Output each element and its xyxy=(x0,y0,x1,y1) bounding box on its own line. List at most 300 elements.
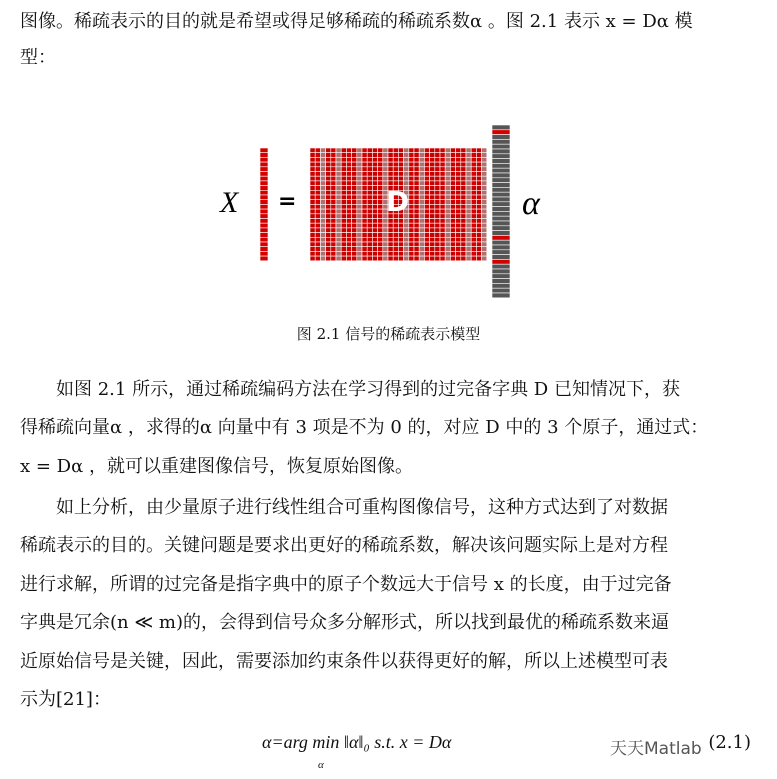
d-cell xyxy=(466,200,471,205)
d-cell xyxy=(409,256,414,261)
d-cell xyxy=(346,195,351,200)
d-cell xyxy=(461,228,466,233)
d-cell xyxy=(450,228,455,233)
d-cell xyxy=(336,167,341,172)
d-cell xyxy=(456,209,461,214)
d-cell xyxy=(336,256,341,261)
alpha-cell xyxy=(492,293,510,298)
d-cell xyxy=(398,172,403,177)
d-cell xyxy=(372,172,377,177)
alpha-cell xyxy=(492,211,510,216)
d-cell xyxy=(471,219,476,224)
d-cell xyxy=(476,228,481,233)
d-cell xyxy=(456,228,461,233)
d-cell xyxy=(450,237,455,242)
d-cell xyxy=(482,223,487,228)
d-cell xyxy=(419,256,424,261)
d-cell xyxy=(346,148,351,153)
d-cell xyxy=(393,172,398,177)
d-cell xyxy=(440,256,445,261)
d-cell xyxy=(435,256,440,261)
d-cell xyxy=(336,219,341,224)
d-cell xyxy=(398,233,403,238)
d-cell xyxy=(456,195,461,200)
d-cell xyxy=(341,200,346,205)
d-cell xyxy=(435,195,440,200)
x-cell xyxy=(260,214,268,219)
d-cell xyxy=(341,190,346,195)
d-cell xyxy=(414,209,419,214)
d-cell xyxy=(331,190,336,195)
x-cell xyxy=(260,157,268,162)
d-cell xyxy=(456,190,461,195)
d-cell xyxy=(367,233,372,238)
d-cell xyxy=(331,157,336,162)
d-cell xyxy=(398,157,403,162)
d-cell xyxy=(476,148,481,153)
d-cell xyxy=(346,233,351,238)
d-cell xyxy=(471,148,476,153)
d-cell xyxy=(378,204,383,209)
d-cell xyxy=(352,233,357,238)
d-cell xyxy=(372,190,377,195)
d-cell xyxy=(476,247,481,252)
d-cell xyxy=(435,223,440,228)
d-cell xyxy=(362,237,367,242)
d-cell xyxy=(419,186,424,191)
d-cell xyxy=(424,228,429,233)
d-cell xyxy=(367,162,372,167)
d-cell xyxy=(341,214,346,219)
alpha-cell xyxy=(492,130,510,135)
d-cell xyxy=(456,162,461,167)
d-cell xyxy=(424,223,429,228)
d-cell xyxy=(482,247,487,252)
d-cell xyxy=(331,237,336,242)
d-cell xyxy=(471,176,476,181)
d-cell xyxy=(367,176,372,181)
d-cell xyxy=(456,214,461,219)
d-cell xyxy=(414,153,419,158)
d-cell xyxy=(461,251,466,256)
d-cell xyxy=(466,172,471,177)
d-cell xyxy=(326,214,331,219)
d-cell xyxy=(357,247,362,252)
d-cell xyxy=(435,233,440,238)
d-cell xyxy=(404,242,409,247)
d-cell xyxy=(341,237,346,242)
d-cell xyxy=(466,247,471,252)
d-cell xyxy=(310,186,315,191)
text-line: 字典是冗余(n ≪ m)的，会得到信号众多分解形式，所以找到最优的稀疏系数来逼 xyxy=(20,612,669,633)
d-cell xyxy=(367,214,372,219)
d-cell xyxy=(326,176,331,181)
d-cell xyxy=(456,176,461,181)
d-cell xyxy=(357,176,362,181)
d-cell xyxy=(482,228,487,233)
d-cell xyxy=(445,190,450,195)
d-cell xyxy=(398,247,403,252)
d-cell xyxy=(440,176,445,181)
d-cell xyxy=(320,186,325,191)
d-cell xyxy=(450,181,455,186)
alpha-cell xyxy=(492,226,510,231)
d-cell xyxy=(388,219,393,224)
d-cell xyxy=(419,237,424,242)
d-cell xyxy=(430,214,435,219)
d-cell xyxy=(430,181,435,186)
d-cell xyxy=(471,195,476,200)
d-cell xyxy=(471,256,476,261)
d-cell xyxy=(445,195,450,200)
d-cell xyxy=(419,181,424,186)
d-cell xyxy=(320,219,325,224)
d-cell xyxy=(346,181,351,186)
d-cell xyxy=(404,256,409,261)
d-cell xyxy=(331,195,336,200)
d-cell xyxy=(336,223,341,228)
d-cell xyxy=(367,237,372,242)
d-cell xyxy=(409,176,414,181)
d-cell xyxy=(346,172,351,177)
d-cell xyxy=(372,157,377,162)
d-cell xyxy=(352,190,357,195)
d-cell xyxy=(404,148,409,153)
alpha-cell xyxy=(492,144,510,149)
d-cell xyxy=(409,242,414,247)
d-cell xyxy=(372,228,377,233)
d-cell xyxy=(388,167,393,172)
d-cell xyxy=(456,153,461,158)
d-cell xyxy=(424,172,429,177)
d-cell xyxy=(393,157,398,162)
d-cell xyxy=(341,251,346,256)
d-cell xyxy=(424,148,429,153)
d-cell xyxy=(310,219,315,224)
d-cell xyxy=(404,237,409,242)
d-cell xyxy=(440,167,445,172)
d-cell xyxy=(414,214,419,219)
d-cell xyxy=(430,186,435,191)
d-cell xyxy=(435,157,440,162)
d-cell xyxy=(404,233,409,238)
d-cell xyxy=(482,176,487,181)
d-cell xyxy=(346,153,351,158)
d-cell xyxy=(352,176,357,181)
d-cell xyxy=(310,181,315,186)
d-cell xyxy=(362,209,367,214)
d-cell xyxy=(445,153,450,158)
alpha-cell xyxy=(492,183,510,188)
d-cell xyxy=(378,256,383,261)
d-cell xyxy=(409,214,414,219)
d-cell xyxy=(445,233,450,238)
d-cell xyxy=(315,223,320,228)
d-cell xyxy=(357,186,362,191)
d-cell xyxy=(398,176,403,181)
d-cell xyxy=(424,209,429,214)
d-cell xyxy=(466,157,471,162)
d-cell xyxy=(388,256,393,261)
d-cell xyxy=(367,148,372,153)
alpha-cell xyxy=(492,163,510,168)
alpha-cell xyxy=(492,197,510,202)
d-cell xyxy=(482,162,487,167)
d-cell xyxy=(372,167,377,172)
watermark: 天天Matlab xyxy=(610,739,702,759)
d-cell xyxy=(430,219,435,224)
d-cell xyxy=(352,228,357,233)
d-cell xyxy=(404,176,409,181)
d-cell xyxy=(310,176,315,181)
d-cell xyxy=(357,157,362,162)
d-cell xyxy=(409,200,414,205)
d-cell xyxy=(331,167,336,172)
d-cell xyxy=(372,153,377,158)
alpha-cell xyxy=(492,135,510,140)
d-cell xyxy=(414,190,419,195)
d-cell xyxy=(398,223,403,228)
d-cell xyxy=(378,251,383,256)
d-cell xyxy=(419,209,424,214)
alpha-cell xyxy=(492,187,510,192)
d-cell xyxy=(388,176,393,181)
d-cell xyxy=(341,157,346,162)
d-cell xyxy=(461,233,466,238)
d-cell xyxy=(471,181,476,186)
d-cell xyxy=(424,195,429,200)
d-cell xyxy=(357,153,362,158)
d-cell xyxy=(419,148,424,153)
d-cell xyxy=(320,157,325,162)
d-cell xyxy=(419,228,424,233)
d-cell xyxy=(393,233,398,238)
d-cell xyxy=(326,157,331,162)
d-cell xyxy=(315,214,320,219)
alpha-cell xyxy=(492,240,510,245)
d-cell xyxy=(320,148,325,153)
alpha-cell xyxy=(492,139,510,144)
d-cell xyxy=(430,172,435,177)
d-cell xyxy=(435,190,440,195)
d-cell xyxy=(378,228,383,233)
d-cell xyxy=(466,190,471,195)
d-cell xyxy=(310,233,315,238)
d-cell xyxy=(326,153,331,158)
d-cell xyxy=(398,228,403,233)
d-cell xyxy=(398,153,403,158)
d-cell xyxy=(440,162,445,167)
d-cell xyxy=(372,242,377,247)
d-cell xyxy=(341,228,346,233)
d-cell xyxy=(476,214,481,219)
d-cell xyxy=(331,181,336,186)
d-cell xyxy=(476,256,481,261)
d-cell xyxy=(320,181,325,186)
d-cell xyxy=(331,214,336,219)
d-cell xyxy=(476,181,481,186)
d-cell xyxy=(424,162,429,167)
d-cell xyxy=(430,237,435,242)
x-cell xyxy=(260,219,268,224)
d-cell xyxy=(409,148,414,153)
d-cell xyxy=(357,190,362,195)
d-cell xyxy=(315,242,320,247)
d-cell xyxy=(383,157,388,162)
d-cell xyxy=(414,237,419,242)
d-cell xyxy=(430,176,435,181)
d-cell xyxy=(409,247,414,252)
d-cell xyxy=(320,209,325,214)
d-cell xyxy=(430,162,435,167)
d-cell xyxy=(357,214,362,219)
d-cell xyxy=(471,157,476,162)
d-cell xyxy=(383,251,388,256)
d-cell xyxy=(409,237,414,242)
d-cell xyxy=(362,223,367,228)
d-cell xyxy=(315,167,320,172)
d-cell xyxy=(315,247,320,252)
d-cell xyxy=(414,148,419,153)
d-cell xyxy=(430,223,435,228)
d-cell xyxy=(435,209,440,214)
d-cell xyxy=(435,247,440,252)
d-cell xyxy=(450,157,455,162)
d-cell xyxy=(367,247,372,252)
d-cell xyxy=(476,186,481,191)
d-cell xyxy=(440,195,445,200)
d-cell xyxy=(466,162,471,167)
d-cell xyxy=(378,219,383,224)
d-cell xyxy=(388,172,393,177)
d-cell xyxy=(362,157,367,162)
d-cell xyxy=(372,186,377,191)
equation-subscript: α xyxy=(318,759,324,771)
d-cell xyxy=(310,148,315,153)
d-cell xyxy=(445,228,450,233)
d-cell xyxy=(341,242,346,247)
d-cell xyxy=(357,219,362,224)
d-cell xyxy=(482,204,487,209)
d-cell xyxy=(320,256,325,261)
d-cell xyxy=(466,233,471,238)
d-cell xyxy=(471,247,476,252)
d-cell xyxy=(357,242,362,247)
d-cell xyxy=(414,172,419,177)
d-cell xyxy=(456,233,461,238)
d-cell xyxy=(326,162,331,167)
d-cell xyxy=(430,167,435,172)
d-cell xyxy=(326,148,331,153)
d-cell xyxy=(346,200,351,205)
d-cell xyxy=(383,219,388,224)
d-cell xyxy=(315,209,320,214)
d-cell xyxy=(445,186,450,191)
d-cell xyxy=(482,181,487,186)
d-cell xyxy=(482,233,487,238)
d-cell xyxy=(331,251,336,256)
d-cell xyxy=(471,228,476,233)
d-cell xyxy=(409,204,414,209)
d-cell xyxy=(440,157,445,162)
d-cell xyxy=(471,214,476,219)
d-cell xyxy=(383,148,388,153)
d-cell xyxy=(404,162,409,167)
d-cell xyxy=(461,167,466,172)
d-cell xyxy=(362,228,367,233)
x-cell xyxy=(260,195,268,200)
d-cell xyxy=(419,153,424,158)
d-cell xyxy=(471,237,476,242)
d-cell xyxy=(367,204,372,209)
d-cell xyxy=(331,219,336,224)
d-cell xyxy=(378,172,383,177)
d-cell xyxy=(315,251,320,256)
d-cell xyxy=(372,256,377,261)
x-cell xyxy=(260,251,268,256)
d-cell xyxy=(414,200,419,205)
d-cell xyxy=(320,228,325,233)
d-cell xyxy=(372,209,377,214)
d-cell xyxy=(336,233,341,238)
x-cell xyxy=(260,176,268,181)
d-cell xyxy=(471,242,476,247)
d-cell xyxy=(461,186,466,191)
d-cell xyxy=(331,242,336,247)
d-cell xyxy=(326,219,331,224)
d-cell xyxy=(346,247,351,252)
d-cell xyxy=(383,176,388,181)
text-line: 示为[21]： xyxy=(20,689,111,710)
d-cell xyxy=(341,247,346,252)
d-cell xyxy=(310,214,315,219)
d-cell xyxy=(450,247,455,252)
d-cell xyxy=(430,228,435,233)
d-cell xyxy=(336,162,341,167)
d-cell xyxy=(346,186,351,191)
d-cell xyxy=(362,176,367,181)
d-cell xyxy=(383,223,388,228)
d-cell xyxy=(476,200,481,205)
d-cell xyxy=(471,233,476,238)
d-cell xyxy=(398,256,403,261)
d-cell xyxy=(378,148,383,153)
d-cell xyxy=(352,237,357,242)
d-cell xyxy=(435,200,440,205)
d-cell xyxy=(372,251,377,256)
d-cell xyxy=(372,162,377,167)
d-cell xyxy=(362,219,367,224)
d-cell xyxy=(352,200,357,205)
d-cell xyxy=(326,237,331,242)
d-cell xyxy=(450,172,455,177)
d-cell xyxy=(393,153,398,158)
d-cell xyxy=(482,219,487,224)
d-cell xyxy=(310,167,315,172)
d-cell xyxy=(482,157,487,162)
d-cell xyxy=(346,251,351,256)
d-cell xyxy=(331,228,336,233)
d-cell xyxy=(326,256,331,261)
x-cell xyxy=(260,162,268,167)
d-cell xyxy=(414,181,419,186)
d-cell xyxy=(388,247,393,252)
alpha-cell xyxy=(492,283,510,288)
d-cell xyxy=(383,162,388,167)
d-cell xyxy=(393,219,398,224)
d-cell xyxy=(372,247,377,252)
d-cell xyxy=(456,256,461,261)
